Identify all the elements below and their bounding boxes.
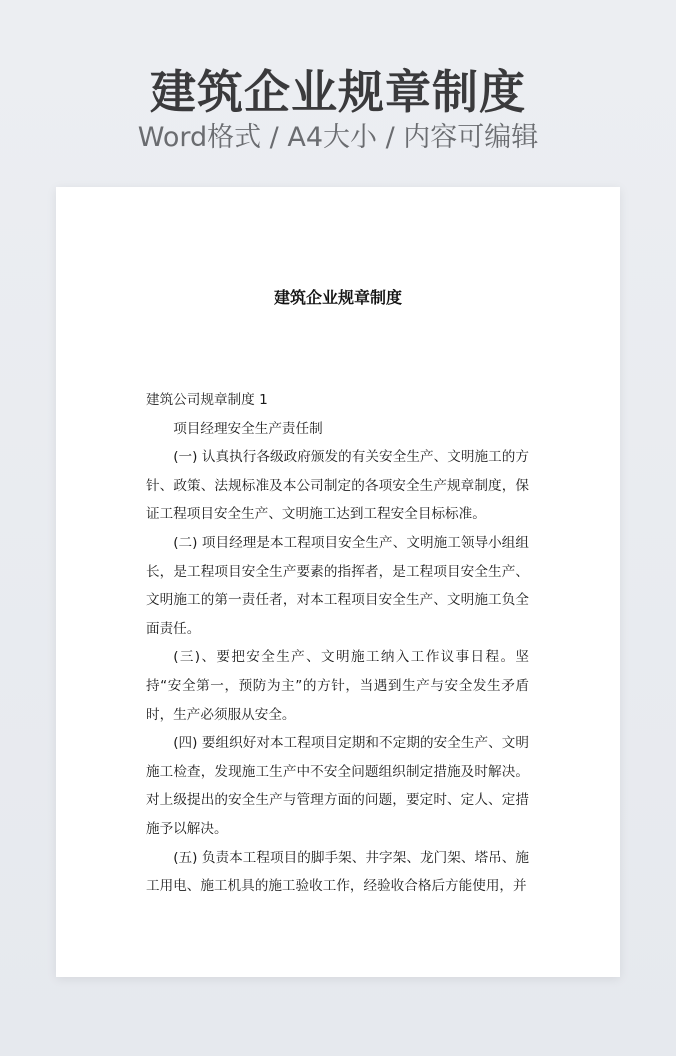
subheading: 项目经理安全生产责任制 bbox=[173, 420, 323, 437]
banner-title: 建筑企业规章制度 bbox=[150, 65, 526, 119]
paragraph-2: (二) 项目经理是本工程项目安全生产、文明施工领导小组组长，是工程项目安全生产要素的指挥者，是工程项目安全生产、文明施工的第一责任者，对本工程项目安全生产、文明施工负全面责任。 bbox=[146, 534, 529, 637]
document-body bbox=[146, 386, 529, 901]
banner-subtitle: Word格式 / A4大小 / 内容可编辑 bbox=[137, 122, 539, 153]
paragraph-3: (三)、要把安全生产、文明施工纳入工作议事日程。坚持“安全第一，预防为主”的方针，当遇到生产与安全发生矛盾时，生产必须服从安全。 bbox=[146, 649, 529, 723]
section-heading: 建筑公司规章制度 1 bbox=[146, 392, 268, 408]
document-page bbox=[56, 187, 620, 977]
document-title: 建筑企业规章制度 bbox=[273, 288, 402, 307]
paragraph-1: (一) 认真执行各级政府颁发的有关安全生产、文明施工的方针、政策、法规标准及本公司制定的各项安全生产规章制度，保证工程项目安全生产、文明施工达到工程安全目标标准。 bbox=[146, 449, 529, 523]
paragraph-4: (四) 要组织好对本工程项目定期和不定期的安全生产、文明施工检查，发现施工生产中不安全问题组织制定措施及时解决。对上级提出的安全生产与管理方面的问题，要定时、定人、定措施予以解决。 bbox=[146, 735, 529, 837]
paragraph-5: (五) 负责本工程项目的脚手架、井字架、龙门架、塔吊、施工用电、施工机具的施工验收工作，经验收合格后方能使用，并 bbox=[146, 849, 529, 895]
